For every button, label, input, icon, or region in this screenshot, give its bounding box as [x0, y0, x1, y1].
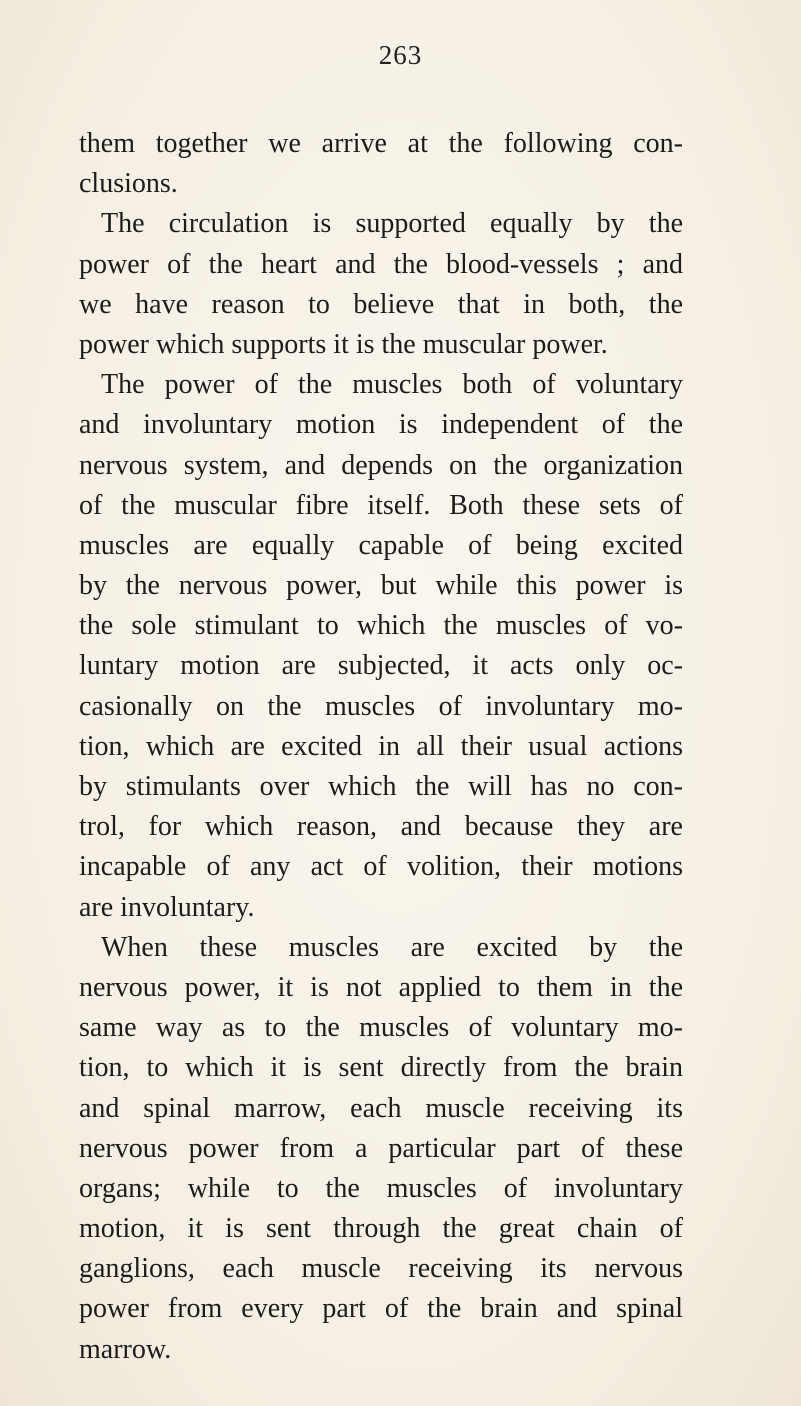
text-line: them together we arrive at the following con-	[79, 128, 683, 159]
text-line: are involuntary.	[79, 891, 255, 923]
text-line: luntary motion are subjected, it acts only oc-	[79, 650, 683, 682]
text-line: The circulation is supported equally by the	[101, 208, 683, 240]
text-line: motion, it is sent through the great chain of	[79, 1213, 683, 1245]
text-line: When these muscles are excited by the	[101, 931, 683, 963]
text-line: trol, for which reason, and because they are	[79, 811, 683, 843]
text-line: organs; while to the muscles of involuntary	[79, 1172, 683, 1204]
text-line: by stimulants over which the will has no con-	[79, 771, 683, 802]
text-line: incapable of any act of volition, their motions	[79, 851, 683, 883]
text-line: of the muscular fibre itself. Both these sets of	[79, 489, 683, 521]
text-line: nervous power from a particular part of these	[79, 1132, 683, 1164]
text-line: The power of the muscles both of voluntary	[101, 369, 683, 401]
text-line: same way as to the muscles of voluntary mo-	[79, 1012, 683, 1044]
text-line: the sole stimulant to which the muscles of vo-	[79, 610, 683, 642]
text-line: marrow.	[79, 1333, 172, 1365]
body-text	[79, 124, 683, 1370]
text-line: muscles are equally capable of being excited	[79, 529, 683, 561]
text-line: nervous system, and depends on the organization	[79, 449, 683, 481]
text-line: casionally on the muscles of involuntary mo-	[79, 690, 683, 722]
text-line: power which supports it is the muscular power.	[79, 328, 608, 360]
text-line: by the nervous power, but while this power is	[79, 570, 683, 602]
text-line: power from every part of the brain and spinal	[79, 1293, 683, 1325]
text-line: power of the heart and the blood-vessels ; and	[79, 248, 683, 280]
text-line: and involuntary motion is independent of the	[79, 409, 683, 441]
text-line: ganglions, each muscle receiving its nervous	[79, 1253, 683, 1285]
text-line: nervous power, it is not applied to them in the	[79, 971, 683, 1003]
text-line: tion, to which it is sent directly from the brain	[79, 1052, 683, 1084]
text-line: clusions.	[79, 168, 178, 200]
text-line: and spinal marrow, each muscle receiving its	[79, 1092, 683, 1124]
text-line: we have reason to believe that in both, the	[79, 288, 683, 320]
text-line: tion, which are excited in all their usual actions	[79, 730, 683, 762]
page-number: 263	[378, 40, 423, 70]
